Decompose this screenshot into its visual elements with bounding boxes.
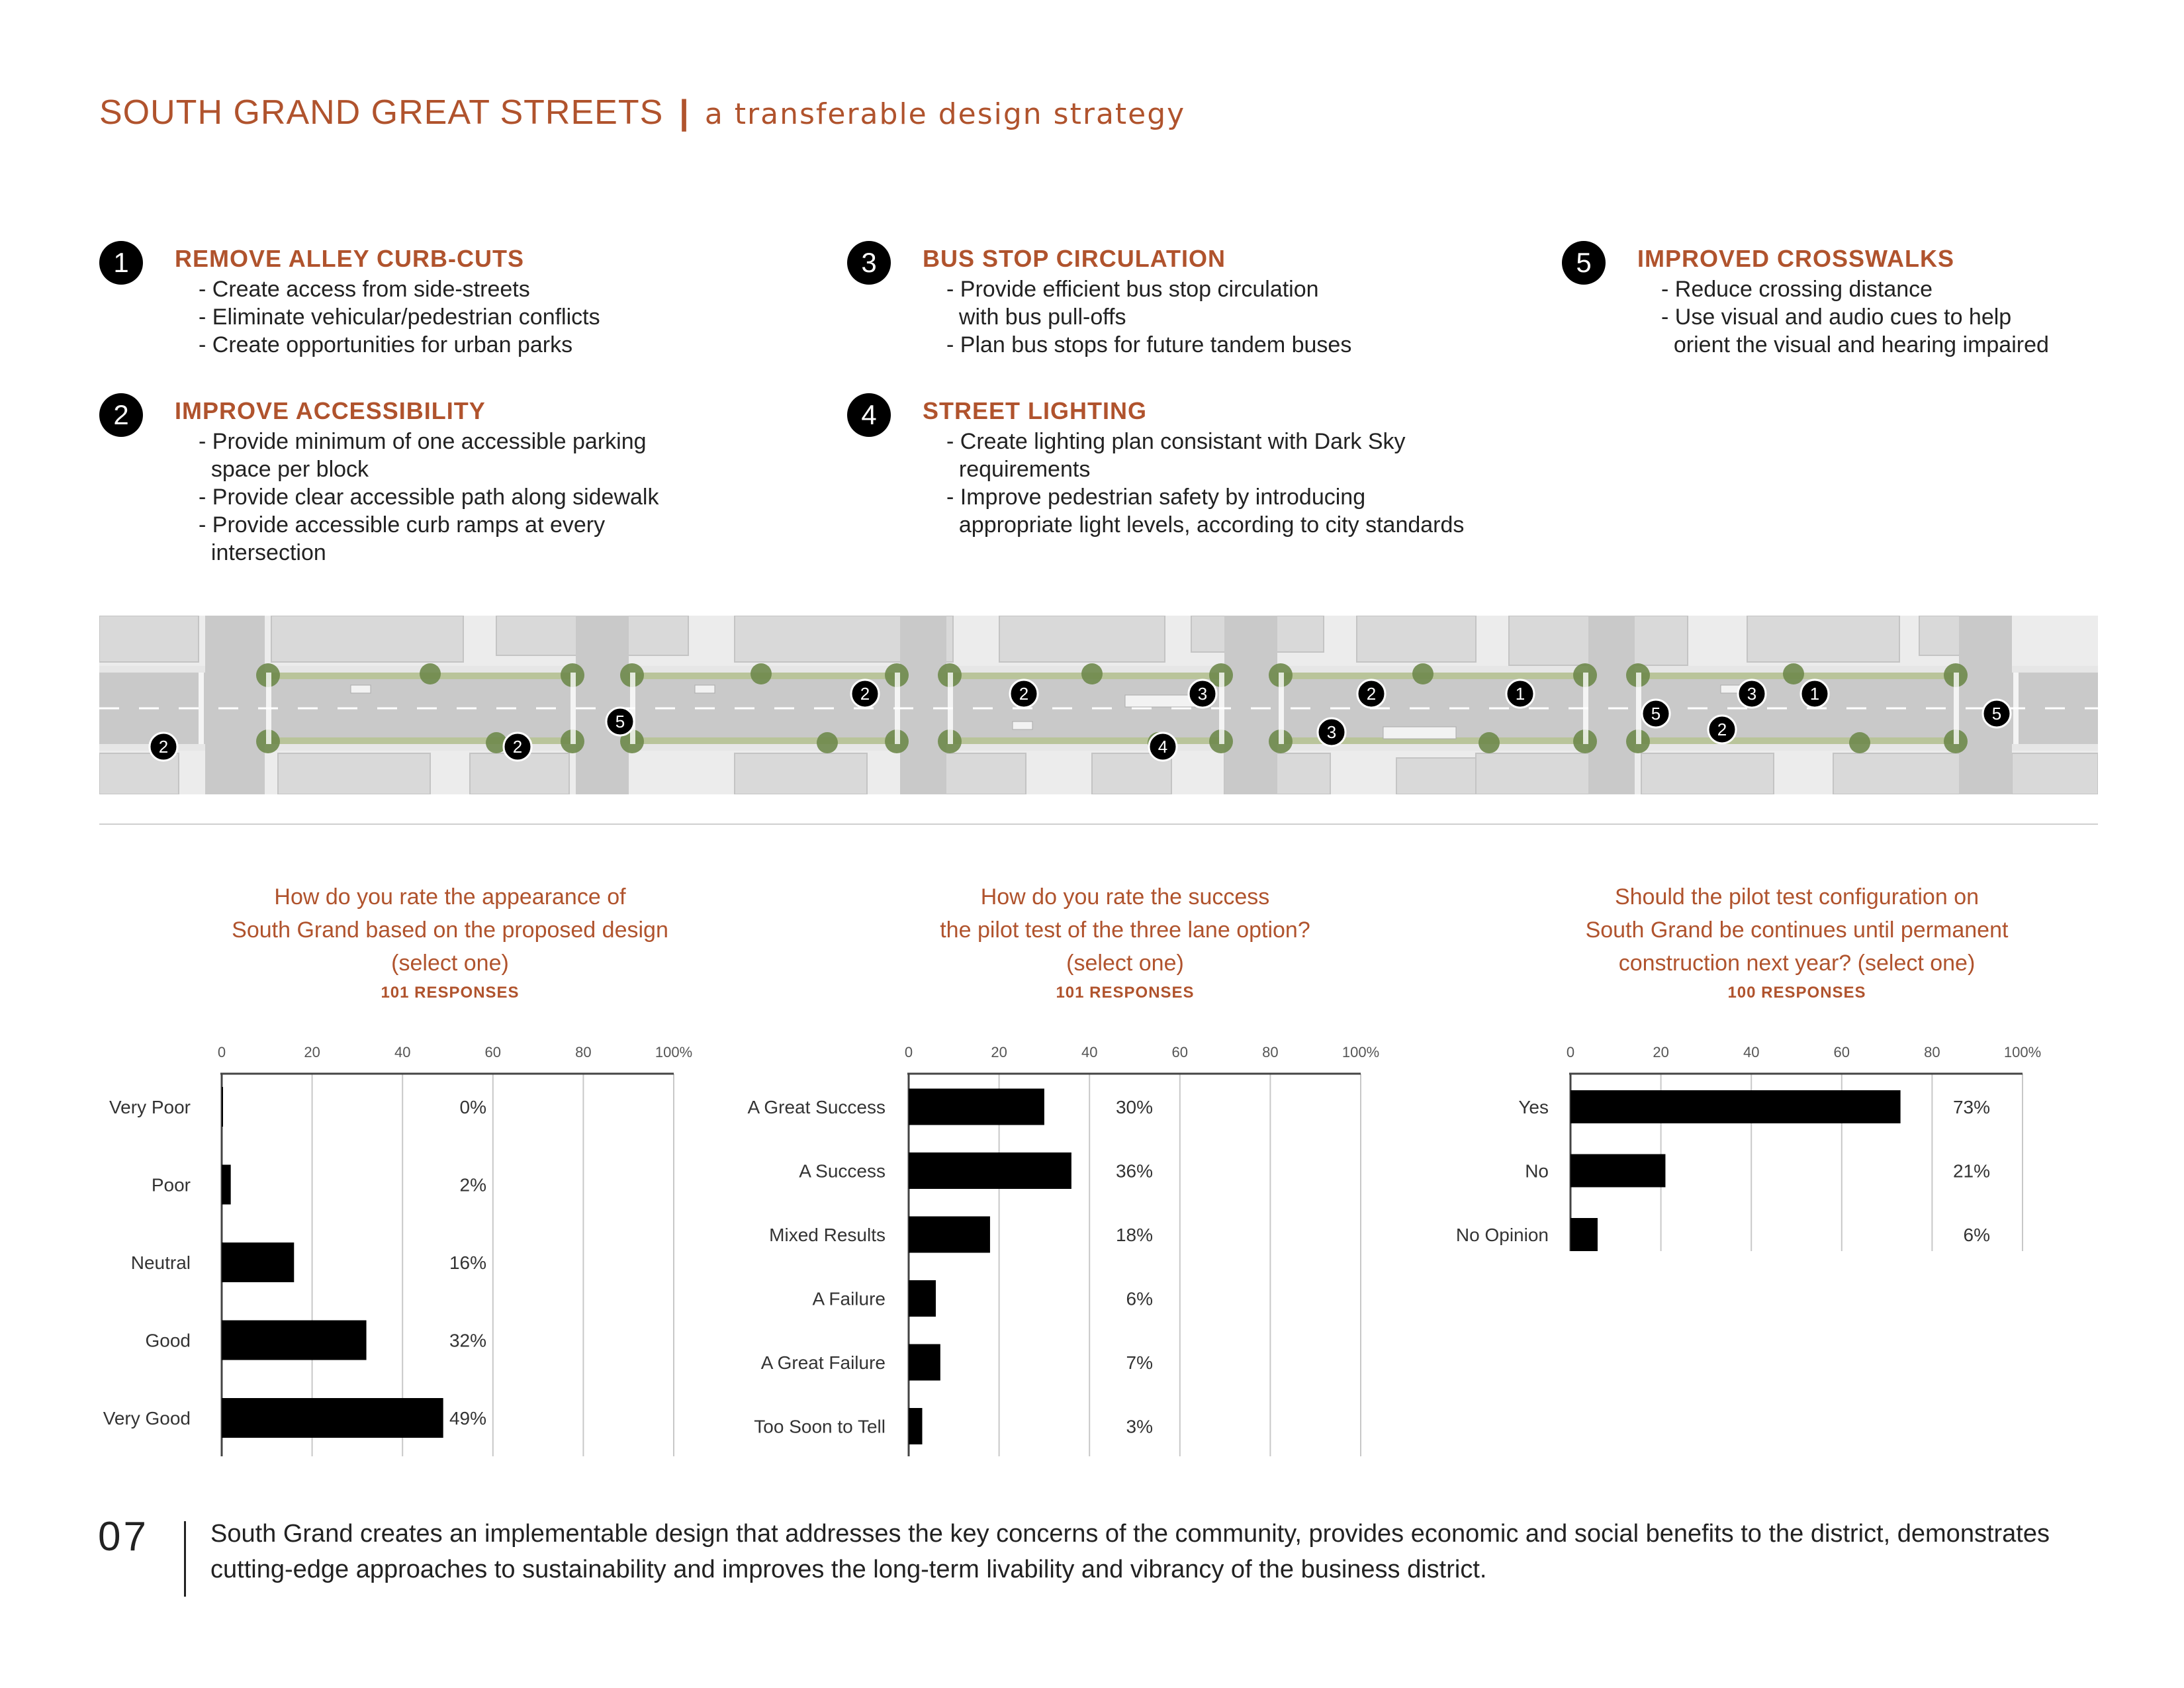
strategy-item: with bus pull-offs (946, 305, 1126, 330)
plan-marker-label: 2 (158, 737, 169, 757)
category-label: Mixed Results (769, 1225, 886, 1245)
plan-marker-label: 4 (1158, 737, 1168, 757)
category-label: No (1525, 1160, 1549, 1182)
title-main: SOUTH GRAND GREAT STREETS (99, 93, 664, 132)
strategy-item: - Improve pedestrian safety by introducing (946, 485, 1366, 510)
value-label: 18% (1115, 1225, 1153, 1245)
response-count: 101 RESPONSES (1056, 984, 1195, 1002)
value-label: 36% (1115, 1160, 1153, 1182)
category-label: A Success (799, 1160, 886, 1182)
category-label: Very Good (103, 1408, 191, 1429)
response-count: 100 RESPONSES (1727, 984, 1866, 1002)
x-tick-label: 0 (904, 1044, 913, 1060)
strategy-heading: IMPROVE ACCESSIBILITY (175, 397, 486, 424)
value-label: 21% (1952, 1160, 1990, 1182)
value-label: 2% (459, 1174, 486, 1196)
page-number: 07 (98, 1514, 149, 1560)
value-label: 30% (1115, 1097, 1153, 1117)
value-label: 73% (1952, 1097, 1990, 1117)
category-label: Very Poor (109, 1097, 191, 1117)
number-badge: 5 (1562, 241, 1606, 285)
category-label: Too Soon to Tell (754, 1416, 886, 1437)
strategy-heading: REMOVE ALLEY CURB-CUTS (175, 245, 525, 272)
strategy-item: - Plan bus stops for future tandem buses (946, 332, 1352, 357)
question-line: How do you rate the success (980, 884, 1270, 910)
strategy-item: - Provide accessible curb ramps at every (199, 512, 606, 538)
number-badge: 1 (99, 241, 143, 285)
value-label: 16% (449, 1252, 486, 1273)
category-label: Neutral (130, 1252, 191, 1273)
question-line: Should the pilot test configuration on (1614, 884, 1979, 910)
x-tick-label: 80 (575, 1044, 592, 1060)
bar (1570, 1218, 1598, 1251)
value-label: 3% (1126, 1416, 1153, 1437)
response-count: 101 RESPONSES (381, 984, 520, 1002)
plan-marker-label: 5 (1651, 704, 1661, 724)
x-tick-label: 60 (1833, 1044, 1850, 1060)
x-tick-label: 80 (1262, 1044, 1279, 1060)
plan-marker-label: 3 (1326, 722, 1337, 742)
plan-marker-label: 3 (1197, 684, 1208, 704)
category-label: Poor (151, 1174, 191, 1196)
plan-marker-label: 2 (860, 684, 870, 704)
strategy-item: - Create lighting plan consistant with Dark Sky (946, 429, 1406, 454)
strategy-item: space per block (199, 457, 369, 482)
plan-marker-label: 3 (1747, 684, 1757, 704)
plan-marker-label: 5 (1991, 704, 2002, 724)
strategy-item: - Provide clear accessible path along sidewalk (199, 485, 659, 510)
category-label: Yes (1518, 1097, 1549, 1117)
x-tick-label: 100% (655, 1044, 693, 1060)
x-tick-label: 20 (991, 1044, 1007, 1060)
x-tick-label: 0 (1566, 1044, 1575, 1060)
number-badge: 2 (99, 393, 143, 437)
value-label: 0% (459, 1097, 486, 1117)
x-tick-label: 80 (1924, 1044, 1940, 1060)
strategy-item: - Create access from side-streets (199, 277, 530, 302)
strategy-item: - Eliminate vehicular/pedestrian conflicts (199, 305, 600, 330)
x-tick-label: 100% (2003, 1044, 2042, 1060)
plan-marker-label: 1 (1515, 684, 1525, 704)
x-tick-label: 20 (1653, 1044, 1669, 1060)
value-label: 6% (1963, 1225, 1990, 1245)
category-label: Good (145, 1330, 191, 1351)
number-badge: 4 (847, 393, 891, 437)
footer-summary: South Grand creates an implementable design that addresses the key concerns of the community, provides economic and social benefits to the district, demonstrates cutting-edge approaches to sustainability and improves the long-term livability and vibrancy of the business district. (210, 1520, 2050, 1583)
x-tick-label: 0 (217, 1044, 226, 1060)
bar (1570, 1090, 1901, 1123)
x-tick-label: 60 (1171, 1044, 1189, 1060)
value-label: 49% (449, 1408, 486, 1429)
x-tick-label: 40 (1081, 1044, 1098, 1060)
x-tick-label: 20 (304, 1044, 320, 1060)
value-label: 6% (1126, 1288, 1153, 1309)
strategy-item: - Use visual and audio cues to help (1661, 305, 2012, 330)
question-line: (select one) (391, 951, 509, 976)
plan-marker-label: 2 (1366, 684, 1377, 704)
question-line: How do you rate the appearance of (274, 884, 626, 910)
plan-marker-label: 2 (1019, 684, 1029, 704)
category-label: A Great Failure (760, 1352, 886, 1373)
x-tick-label: 100% (1342, 1044, 1380, 1060)
strategy-item: appropriate light levels, according to city standards (946, 512, 1465, 538)
category-label: No Opinion (1455, 1225, 1549, 1245)
value-label: 32% (449, 1330, 486, 1351)
plan-marker-label: 1 (1809, 684, 1820, 704)
x-tick-label: 60 (484, 1044, 502, 1060)
question-line: South Grand based on the proposed design (232, 917, 668, 943)
question-line: construction next year? (select one) (1618, 951, 1976, 976)
strategy-item: - Provide minimum of one accessible parking (199, 429, 647, 454)
category-label: A Failure (812, 1288, 886, 1309)
number-badge: 3 (847, 241, 891, 285)
value-label: 7% (1126, 1352, 1153, 1373)
title-separator: | (679, 93, 689, 132)
strategy-heading: IMPROVED CROSSWALKS (1637, 245, 1955, 272)
plan-marker-label: 2 (1717, 720, 1727, 739)
plan-marker-label: 5 (615, 712, 625, 731)
title-subtitle: a transferable design strategy (704, 97, 1186, 131)
plan-marker-label: 2 (512, 737, 523, 757)
strategy-item: orient the visual and hearing impaired (1661, 332, 2049, 357)
question-line: South Grand be continues until permanent (1585, 917, 2009, 943)
strategy-item: - Provide efficient bus stop circulation (946, 277, 1319, 302)
question-line: the pilot test of the three lane option? (940, 917, 1310, 943)
strategy-item: intersection (199, 540, 326, 565)
strategy-heading: BUS STOP CIRCULATION (923, 245, 1226, 272)
strategy-heading: STREET LIGHTING (923, 397, 1147, 424)
x-tick-label: 40 (1743, 1044, 1760, 1060)
footer-divider (184, 1521, 186, 1597)
question-line: (select one) (1066, 951, 1184, 976)
strategy-item: - Create opportunities for urban parks (199, 332, 573, 357)
x-tick-label: 40 (394, 1044, 411, 1060)
strategy-item: - Reduce crossing distance (1661, 277, 1933, 302)
bar (1570, 1154, 1665, 1188)
strategy-item: requirements (946, 457, 1091, 482)
category-label: A Great Success (747, 1097, 886, 1117)
